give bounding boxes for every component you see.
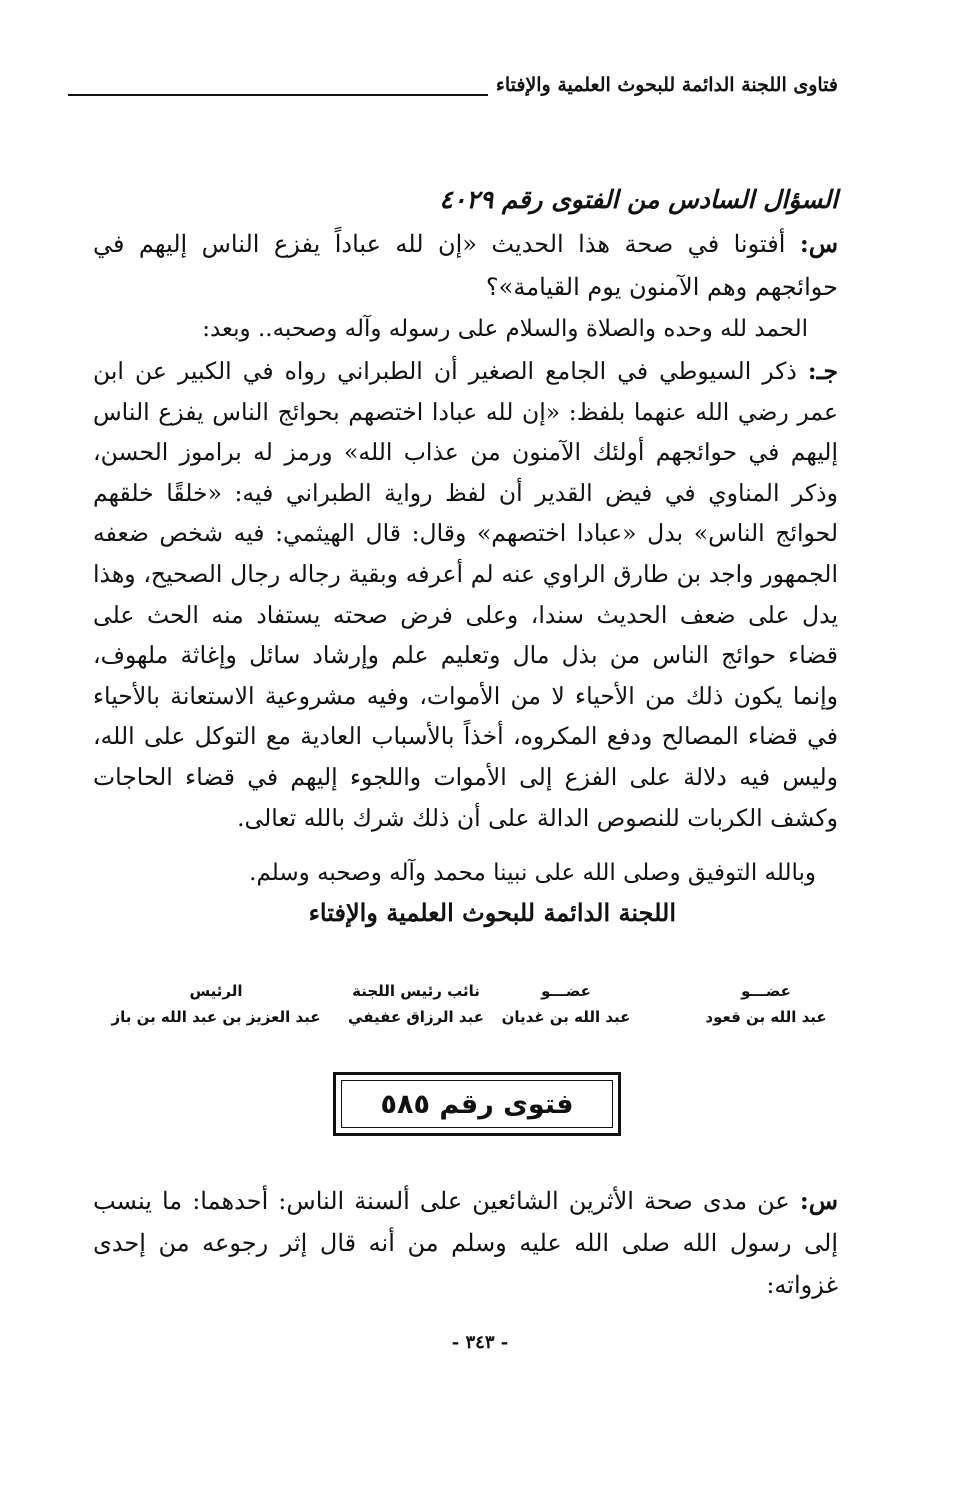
signatory-role: الرئيس: [189, 982, 243, 1000]
section-title: السؤال السادس من الفتوى رقم ٤٠٢٩: [439, 185, 838, 214]
question-1-label: س:: [799, 229, 838, 258]
question-1-text: أفتونا في صحة هذا الحديث «إن لله عباداً يفزع الناس إليهم في حوائجهم وهم الآمنون يوم القيامة»؟: [93, 230, 838, 301]
signatory-role: عضـــو: [541, 982, 591, 1000]
signatory-name: عبد الله بن قعود: [705, 1008, 827, 1026]
header-rule: [68, 94, 488, 96]
question-2: [93, 1180, 838, 1306]
signatory-deputy: [316, 978, 516, 1030]
signatory-role: نائب رئيس اللجنة: [352, 982, 480, 1000]
signatory-name: عبد الله بن غديان: [501, 1008, 631, 1026]
header-title: فتاوى اللجنة الدائمة للبحوث العلمية والإفتاء: [495, 74, 838, 96]
fatwa-heading-box: [333, 1072, 621, 1136]
closing-line: وبالله التوفيق وصلى الله على نبينا محمد وآله وصحبه وسلم.: [249, 860, 816, 886]
question-2-text: عن مدى صحة الأثرين الشائعين على ألسنة الناس: أحدهما: ما ينسب إلى رسول الله صلى الله عليه وسلم من أنه قال إثر رجوعه من إحدى غزواته:: [93, 1187, 838, 1299]
praise-line: الحمد لله وحده والصلاة والسلام على رسوله وآله وصحبه.. وبعد:: [202, 316, 808, 342]
question-2-label: س:: [799, 1186, 838, 1215]
signatory-name: عبد الرزاق عفيفي: [348, 1008, 484, 1026]
question-1: [93, 222, 838, 309]
running-header: [68, 70, 838, 110]
signatory-name: عبد العزيز بن عبد الله بن باز: [111, 1008, 321, 1026]
fatwa-heading: فتوى رقم ٥٨٥: [380, 1088, 574, 1120]
answer: [93, 351, 838, 838]
page-number: - ٣٤٣ -: [451, 1332, 509, 1353]
committee-name: اللجنة الدائمة للبحوث العلمية والإفتاء: [308, 898, 676, 927]
fatwa-heading-inner-frame: [341, 1080, 613, 1128]
signatory-member-1: [666, 978, 866, 1030]
signatory-president: [101, 978, 331, 1030]
answer-label: جـ:: [807, 357, 838, 385]
answer-text: ذكر السيوطي في الجامع الصغير أن الطبراني رواه في الكبير عن ابن عمر رضي الله عنهما بلفظ: «إن لله عبادا اختصهم بحوائج الناس يفزع الناس إليهم في حوائجهم أولئك الآمنون من عذاب الله» ورمز له براموز الحسن، وذكر المناوي في فيض القدير أن لفظ رواية الطبراني فيه: «خلقًا خلقهم لحوائج الناس» بدل «عبادا اختصهم» وقال: قال الهيثمي: فيه شخص ضعفه الجمهور واجد بن طارق الراوي عنه لم أعرفه وبقية رجاله رجال الصحيح، وهذا يدل على ضعف الحديث سندا، وعلى فرض صحته يستفاد منه الحث على قضاء حوائج الناس من بذل مال وتعليم علم وإرشاد سائل وإغاثة ملهوف، وإنما يكون ذلك من الأحياء لا من الأموات، وفيه مشروعية الاستعانة بالأحياء في قضاء المصالح ودفع المكروه، أخذاً بالأسباب العادية مع التوكل على الله، وليس فيه دلالة على الفزع إلى الأموات واللجوء إليهم في قضاء الحاجات وكشف الكربات للنصوص الدالة على أن ذلك شرك بالله تعالى.: [93, 357, 838, 832]
signatory-role: عضـــو: [741, 982, 791, 1000]
